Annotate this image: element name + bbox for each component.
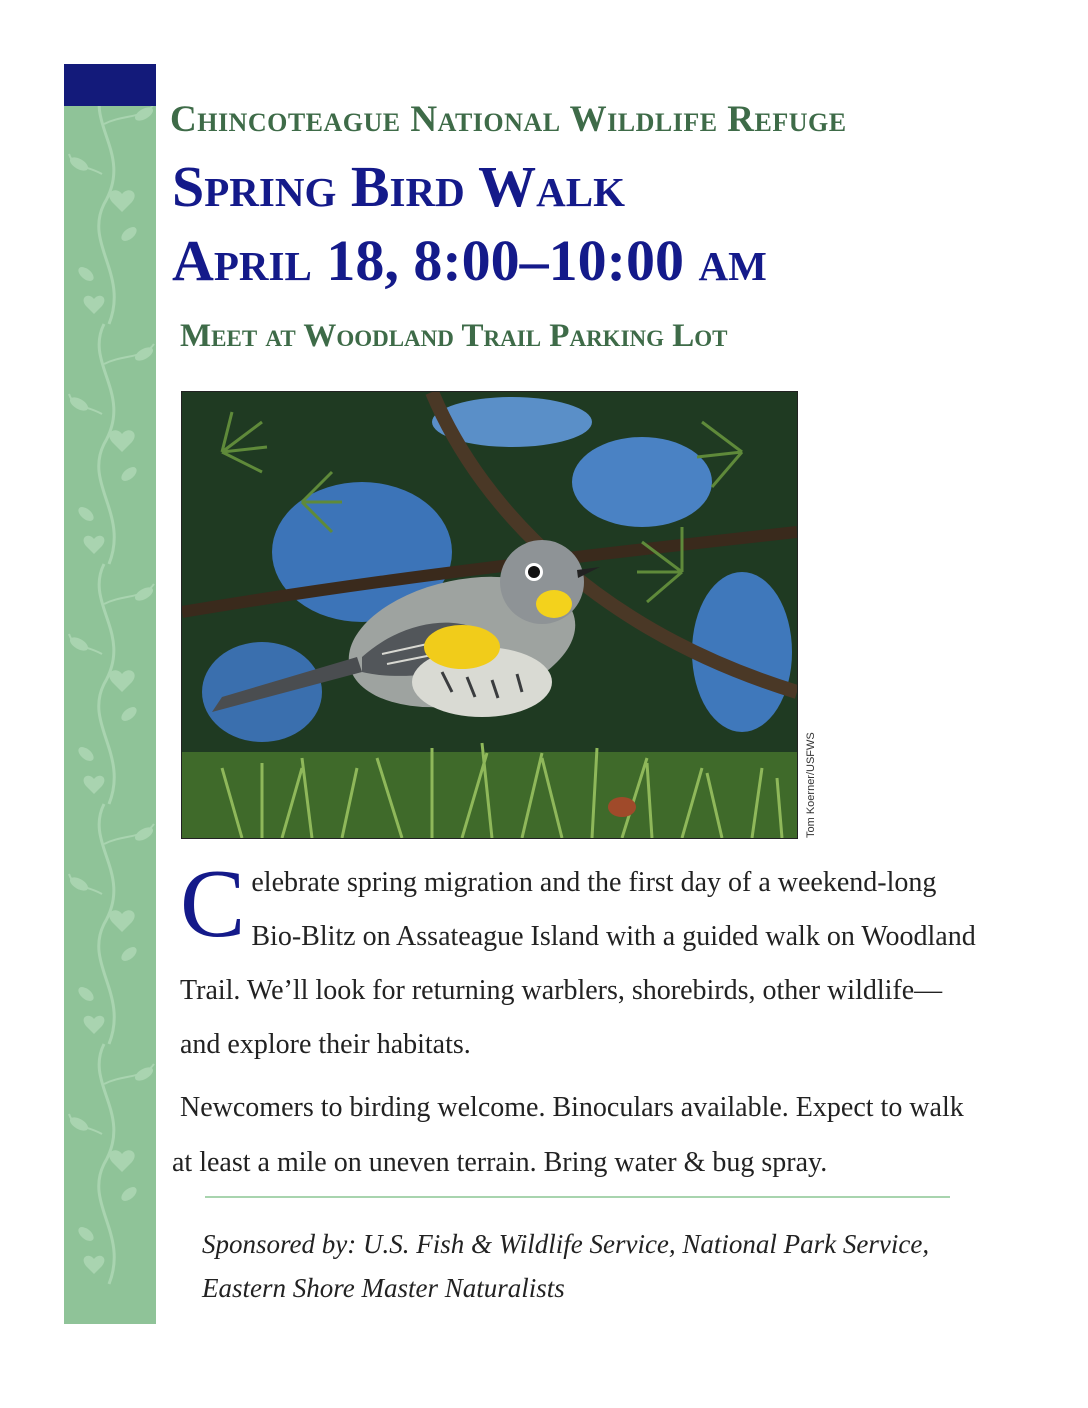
- event-title: [172, 150, 767, 298]
- photo-credit: Tom Koerner/USFWS: [805, 732, 817, 838]
- meeting-location: Meet at Woodland Trail Parking Lot: [180, 318, 728, 354]
- event-title-name: Spring Bird Walk: [172, 154, 626, 219]
- vine-pattern-icon: [64, 64, 156, 1324]
- drop-cap: C: [180, 850, 246, 958]
- warbler-image-icon: [182, 392, 797, 838]
- description: [180, 850, 980, 1072]
- description-paragraph-2: Newcomers to birding welcome. Binoculars available. Expect to walk at least a mile on uneven terrain. Bring water & bug spray.: [172, 1092, 964, 1178]
- event-date-time: April 18, 8:00–10:00 am: [172, 228, 767, 293]
- decorative-side-band: [64, 64, 156, 1324]
- sponsor-credit: Sponsored by: U.S. Fish & Wildlife Service, National Park Service, Eastern Shore Master Naturalists: [202, 1229, 930, 1303]
- band-cap: [64, 64, 156, 106]
- divider: [205, 1196, 950, 1198]
- description-paragraph-1: elebrate spring migration and the first day of a weekend-long Bio-Blitz on Assateague Island with a guided walk on Woodland Trail. We’ll look for returning warblers, shorebirds, other wildlife—and explore their habitats.: [180, 867, 976, 1060]
- bird-photo: [181, 391, 798, 839]
- refuge-name: Chincoteague National Wildlife Refuge: [170, 99, 847, 140]
